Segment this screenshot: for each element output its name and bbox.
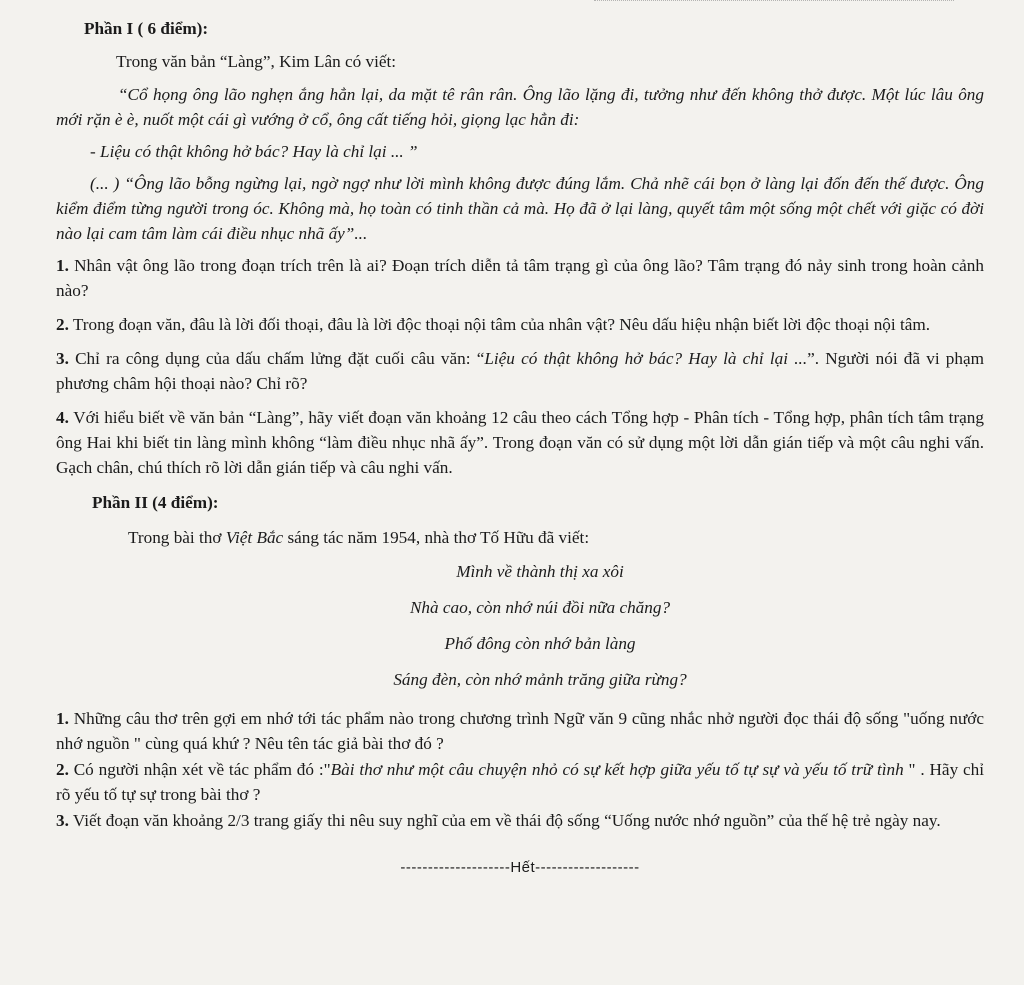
poem-line: Nhà cao, còn nhớ núi đồi nữa chăng? bbox=[409, 598, 671, 617]
question-text: Nhân vật ông lão trong đoạn trích trên là ai? Đoạn trích diễn tả tâm trạng gì của ông lão? Tâm trạng đó nảy sinh trong hoàn cảnh nào? bbox=[56, 256, 984, 300]
excerpt-paragraph-2: - Liệu có thật không hở bác? Hay là chỉ lại ... ” bbox=[90, 142, 418, 161]
poem-line: Sáng đèn, còn nhớ mảnh trăng giữa rừng? bbox=[393, 670, 687, 689]
part1-question-4 bbox=[56, 405, 984, 480]
part1-question-3 bbox=[56, 346, 984, 396]
part1-question-1 bbox=[56, 253, 984, 303]
question-text-before: Chỉ ra công dụng của dấu chấm lửng đặt cuối câu văn: “ bbox=[68, 349, 485, 368]
poem-block bbox=[56, 554, 984, 698]
question-number: 2. bbox=[56, 315, 69, 334]
question-text-after: " . Hãy chỉ rõ yếu tố tự sự trong bài thơ ? bbox=[56, 760, 984, 804]
part2-intro-after: sáng tác năm 1954, nhà thơ Tố Hữu đã viết: bbox=[283, 528, 590, 547]
end-marker: --------------------Hết------------------- bbox=[400, 859, 640, 876]
part2-question-1 bbox=[56, 706, 984, 756]
part2-question-3 bbox=[56, 808, 984, 833]
excerpt-paragraph-3: (... ) “Ông lão bỗng ngừng lại, ngờ ngợ như lời mình không được đúng lắm. Chả nhẽ cái bọn ở làng lại đốn đến thế được. Ông kiểm điểm từng người trong óc. Không mà, họ toàn có tinh thần cả mà. Họ đã ở lại làng, quyết tâm một sống một chết với giặc có đời nào lại cam tâm làm cái điều nhục nhã ấy”... bbox=[56, 174, 984, 243]
part1-heading: Phần I ( 6 điểm): bbox=[84, 19, 209, 38]
question-number: 2. bbox=[56, 760, 69, 779]
question-text: Những câu thơ trên gợi em nhớ tới tác phẩm nào trong chương trình Ngữ văn 9 cũng nhắc nhở người đọc thái độ sống "uống nước nhớ nguồn " cùng quá khứ ? Nêu tên tác giả bài thơ đó ? bbox=[56, 709, 984, 753]
part2-question-2 bbox=[56, 757, 984, 807]
question-text: Trong đoạn văn, đâu là lời đối thoại, đâu là lời độc thoại nội tâm của nhân vật? Nêu dấu hiệu nhận biết lời độc thoại nội tâm. bbox=[68, 315, 931, 334]
poem-line: Mình về thành thị xa xôi bbox=[456, 562, 624, 581]
part2-heading: Phần II (4 điểm): bbox=[92, 493, 219, 512]
poem-line: Phố đông còn nhớ bản làng bbox=[444, 634, 636, 653]
question-text: Với hiểu biết về văn bản “Làng”, hãy viết đoạn văn khoảng 12 câu theo cách Tổng hợp - Phân tích - Tổng hợp, phân tích tâm trạng ông Hai khi biết tin làng mình không “làm điều nhục nhã ấy”. Trong đoạn văn có sử dụng một lời dẫn gián tiếp và một câu nghi vấn. Gạch chân, chú thích rõ lời dẫn gián tiếp và câu nghi vấn. bbox=[56, 408, 984, 477]
part2-intro-before: Trong bài thơ bbox=[128, 528, 226, 547]
question-number: 3. bbox=[56, 349, 69, 368]
top-edge-mark bbox=[594, 0, 954, 7]
part1-question-2 bbox=[56, 312, 984, 337]
excerpt-paragraph-1: “Cổ họng ông lão nghẹn ắng hẳn lại, da mặt tê rân rân. Ông lão lặng đi, tưởng như đến không thở được. Một lúc lâu ông mới rặn è è, nuốt một cái gì vướng ở cổ, ông cất tiếng hỏi, giọng lạc hẳn đi: bbox=[56, 85, 984, 129]
question-number: 3. bbox=[56, 811, 69, 830]
question-number: 1. bbox=[56, 709, 69, 728]
question-quote: Bài thơ như một câu chuyện nhỏ có sự kết hợp giữa yếu tố tự sự và yếu tố trữ tình bbox=[330, 760, 904, 779]
question-number: 4. bbox=[56, 408, 69, 427]
question-text-before: Có người nhận xét về tác phẩm đó :" bbox=[68, 760, 331, 779]
question-number: 1. bbox=[56, 256, 69, 275]
part2-intro bbox=[128, 525, 984, 550]
poem-title: Việt Bắc bbox=[225, 528, 284, 547]
part1-intro: Trong văn bản “Làng”, Kim Lân có viết: bbox=[116, 52, 397, 71]
question-quote: Liệu có thật không hở bác? Hay là chỉ lại ... bbox=[484, 349, 808, 368]
question-text-after: ”. Người nói đã vi phạm phương châm hội thoại nào? Chỉ rõ? bbox=[56, 349, 984, 393]
question-text: Viết đoạn văn khoảng 2/3 trang giấy thi nêu suy nghĩ của em về thái độ sống “Uống nước nhớ nguồn” của thế hệ trẻ ngày nay. bbox=[68, 811, 941, 830]
